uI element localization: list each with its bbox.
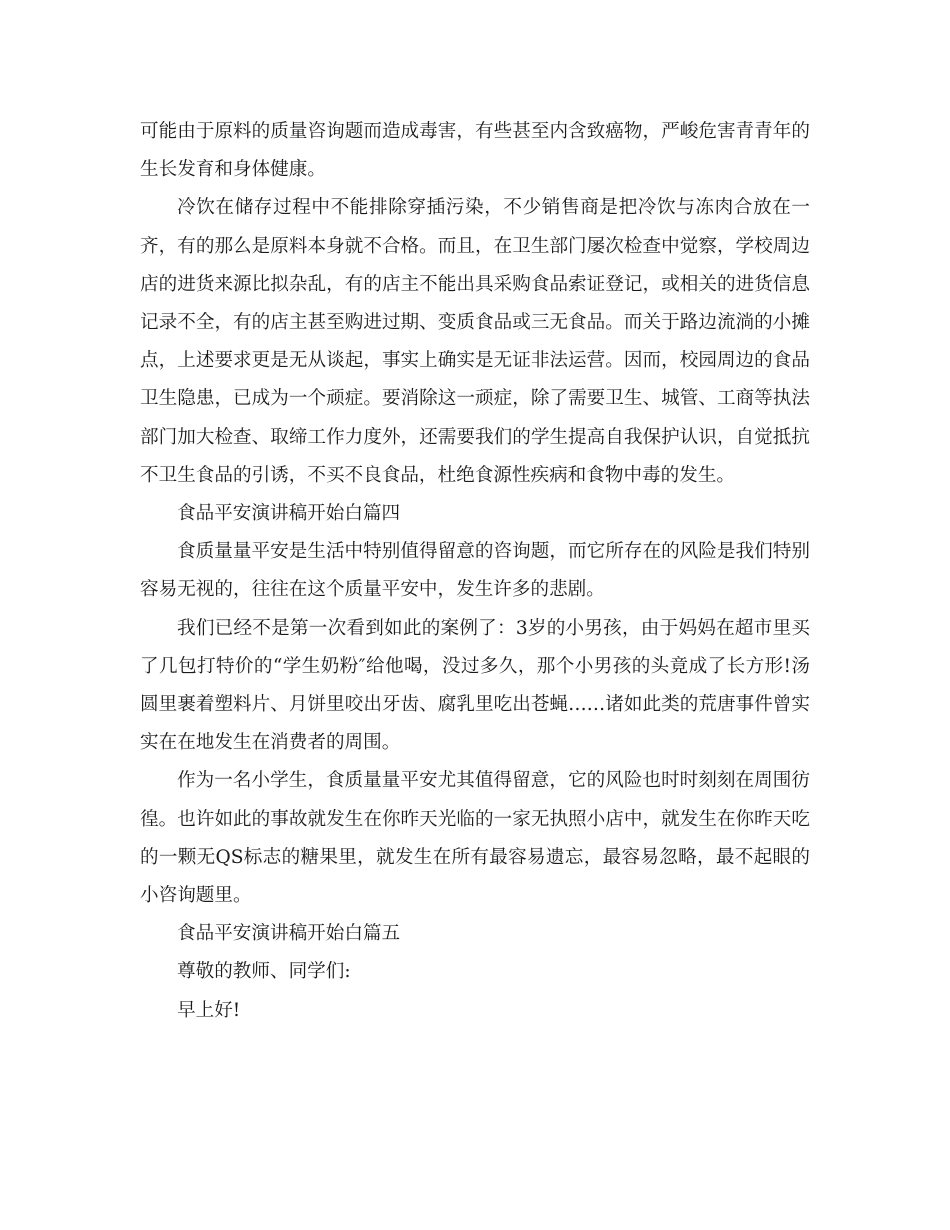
greeting-salutation: 尊敬的教师、同学们: xyxy=(177,961,351,983)
paragraph-food-safety-intro: 食质量量平安是生活中特别值得留意的咨询题，而它所存在的风险是我们特别容易无视的，往往在这个质量平安中，发生许多的悲剧。 xyxy=(140,541,810,601)
paragraph-case-examples: 我们已经不是第一次看到如此的案例了：3岁的小男孩，由于妈妈在超市里买了几包打特价的“学生奶粉″给他喝，没过多久，那个小男孩的头竟成了长方形!汤圆里裹着塑料片、月饼里咬出牙齿、腐乳里吃出苍蝇……诸如此类的荒唐事件曾实实在在地发生在消费者的周围。 xyxy=(140,617,810,754)
paragraph-cold-drinks: 冷饮在储存过程中不能排除穿插污染，不少销售商是把冷饮与冻肉合放在一齐，有的那么是原料本身就不合格。而且，在卫生部门屡次检查中觉察，学校周边店的进货来源比拟杂乱，有的店主不能出具采购食品索证登记，或相关的进货信息记录不全，有的店主甚至购进过期、变质食品或三无食品。而关于路边流淌的小摊点，上述要求更是无从谈起，事实上确实是无证非法运营。因而，校园周边的食品卫生隐患，已成为一个顽症。要消除这一顽症，除了需要卫生、城管、工商等执法部门加大检查、取缔工作力度外，还需要我们的学生提高自我保护认识，自觉抵抗不卫生食品的引诱，不买不良食品，杜绝食源性疾病和食物中毒的发生。 xyxy=(140,197,810,486)
greeting-good-morning: 早上好! xyxy=(177,999,241,1021)
paragraph-student-safety: 作为一名小学生，食质量量平安尤其值得留意，它的风险也时时刻刻在周围彷徨。也许如此的事故就发生在你昨天光临的一家无执照小店中，就发生在你昨天吃的一颗无QS标志的糖果里，就发生在所有最容易遗忘，最容易忽略，最不起眼的小咨询题里。 xyxy=(140,770,810,907)
section-heading-part-five: 食品平安演讲稿开始白篇五 xyxy=(177,923,401,945)
section-heading-part-four: 食品平安演讲稿开始白篇四 xyxy=(177,503,401,525)
document-body xyxy=(140,113,810,1030)
paragraph-continuation: 可能由于原料的质量咨询题而造成毒害，有些甚至内含致癌物，严峻危害青青年的生长发育和身体健康。 xyxy=(140,121,810,181)
